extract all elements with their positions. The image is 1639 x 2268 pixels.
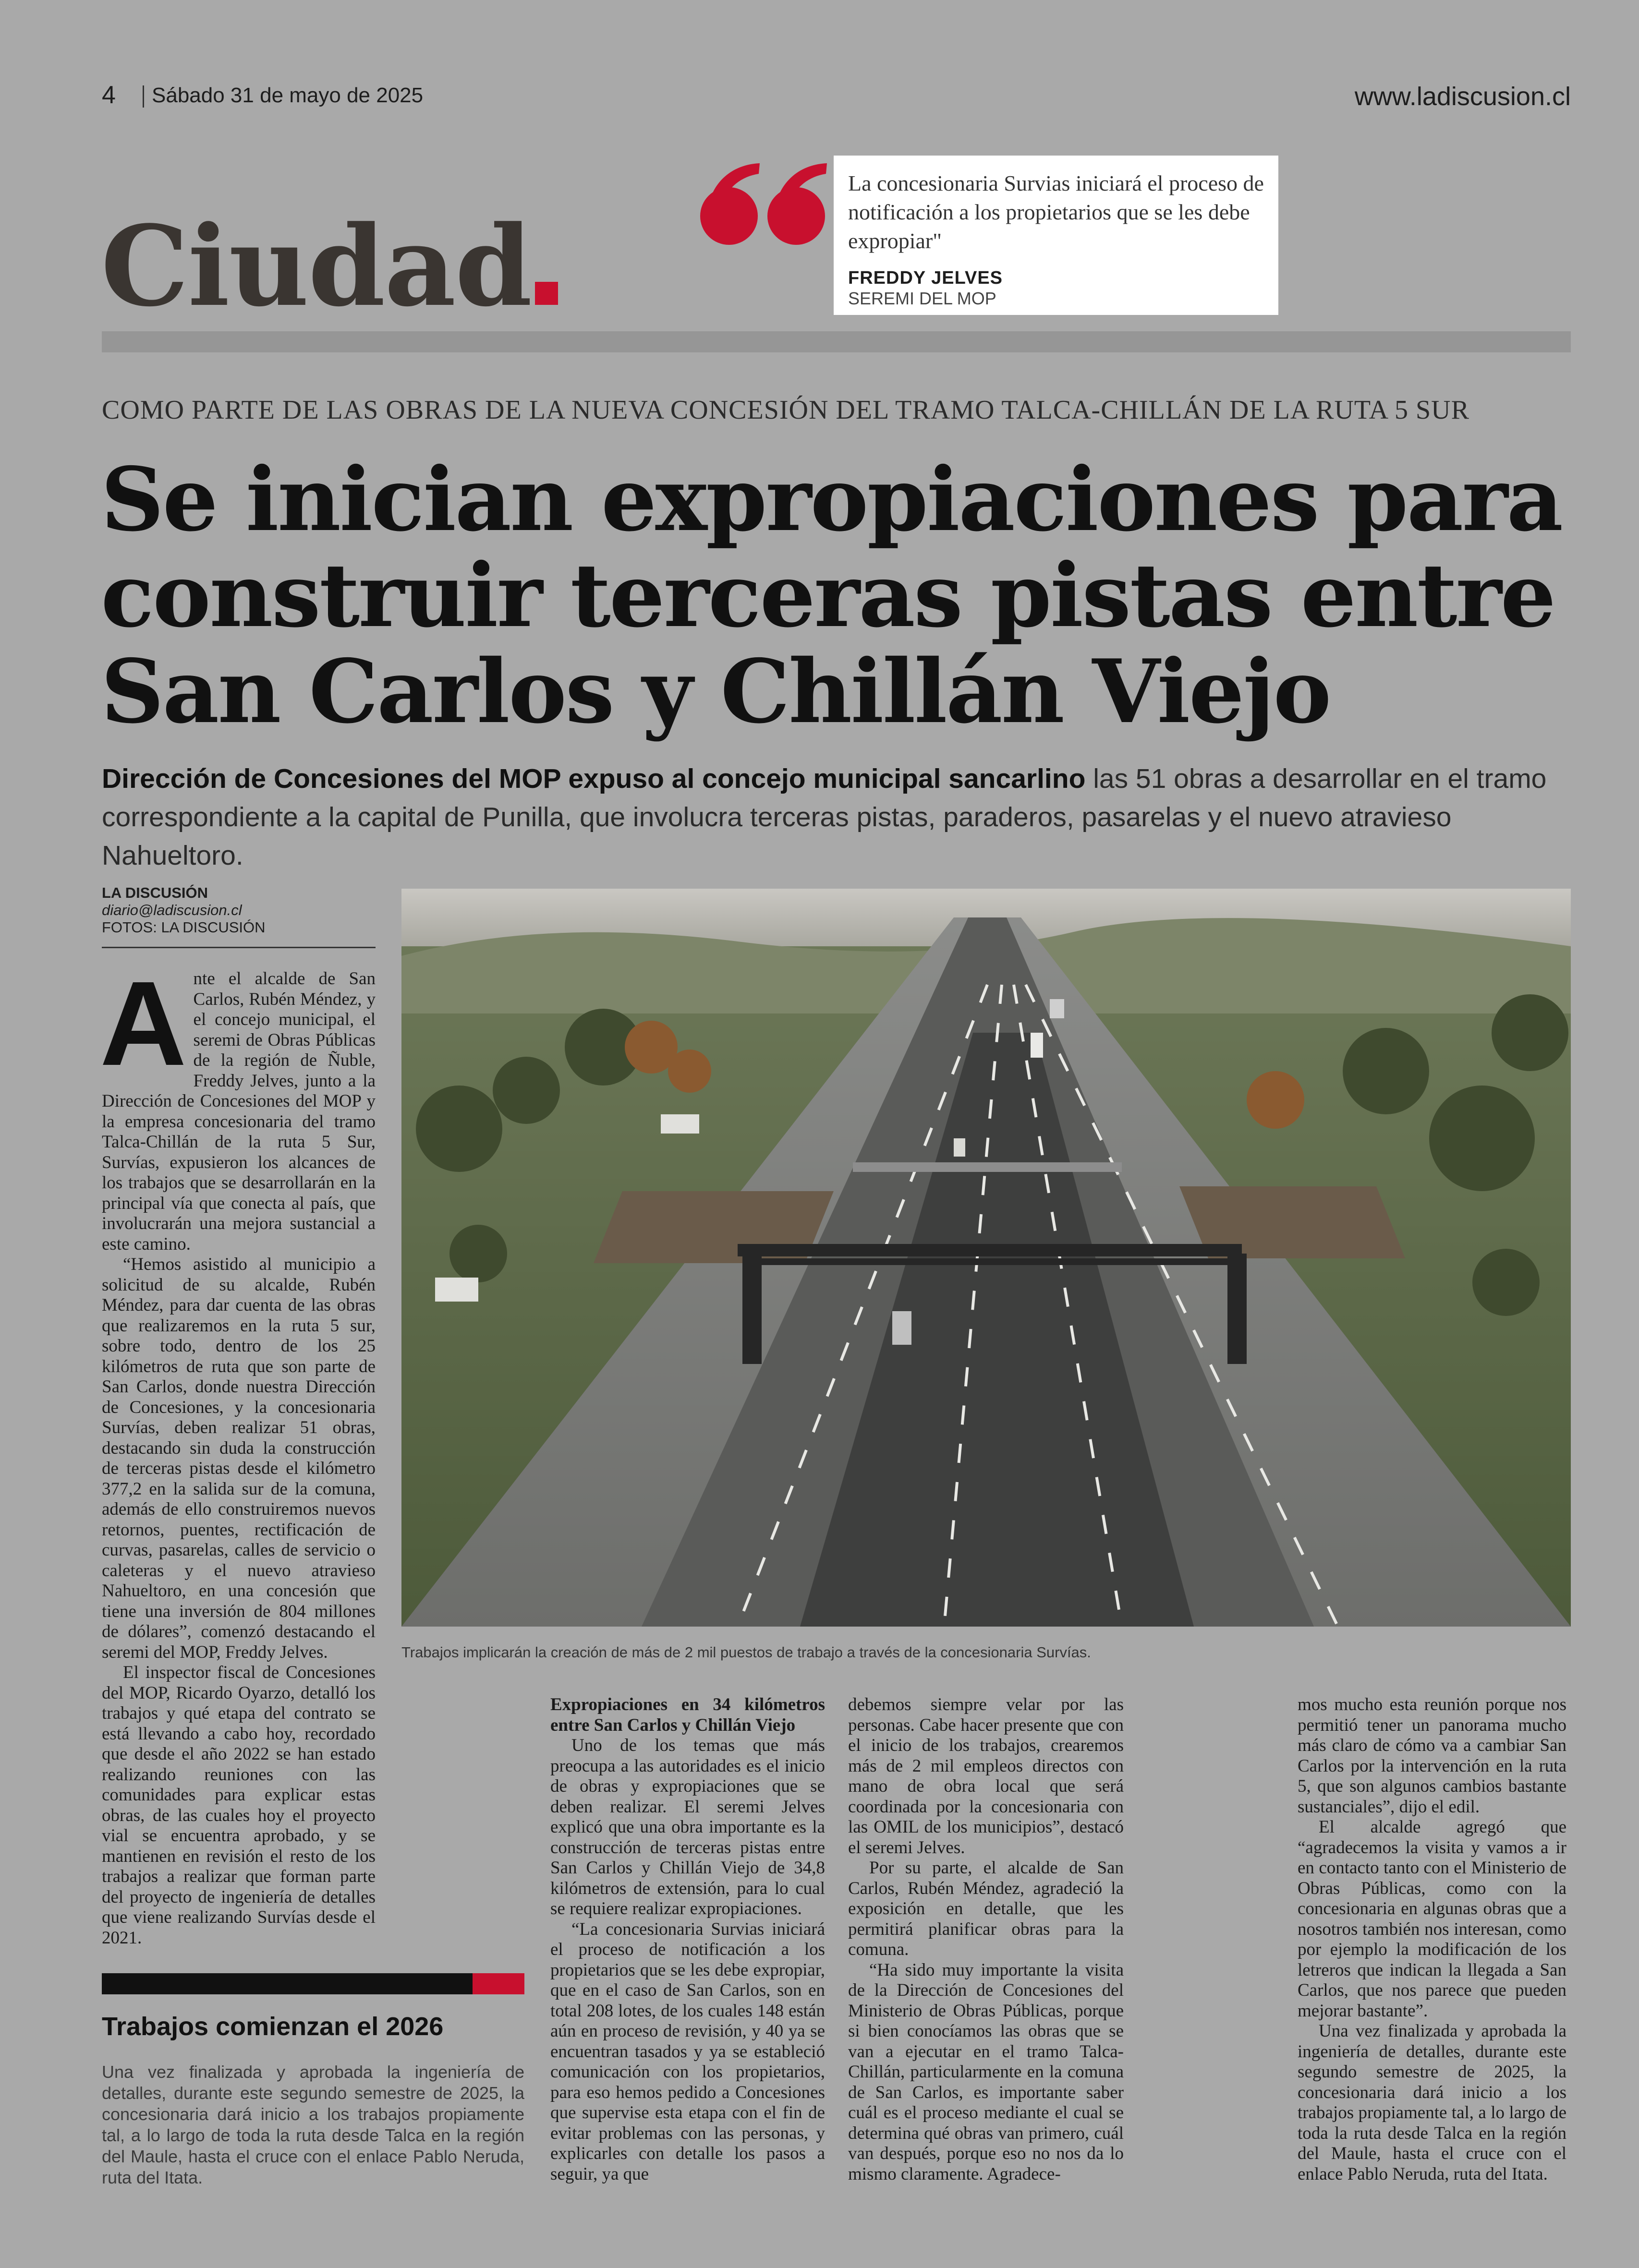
box-body: Una vez finalizada y aprobada la ingeniería de detalles, durante este segundo semestre de 2025, la concesionaria dará inicio a los trabajos propiamente tal, a lo largo de toda la ruta desde Talca en la región del Maule, hasta el cruce con el enlace Pablo Neruda, ruta del Itata. — [102, 2062, 524, 2187]
lead-text: las 51 obras a desarrollar en el tramo correspondiente a la capital de Punilla, que involucra terceras pistas, paraderos, pasarelas y el nuevo atravieso Nahueltoro. — [102, 763, 1547, 871]
headline-line: San Carlos y Chillán Viejo — [101, 640, 1330, 743]
body-paragraph: “La concesionaria Survias iniciará el proceso de notificación a los propietarios que se les debe expropiar, que en el caso de San Carlos, son en total 208 lotes, de los cuales 148 están aún en proceso de revisión, y 40 ya se encuentran tasados y ya se estableció comunicación con los propietarios, para eso hemos pedido a Concesiones que supervise esta etapa con el fin de evitar problemas con las personas, y explicarles con detalle los pasos a seguir, ya que — [550, 1919, 825, 2184]
article-headline — [101, 448, 1590, 743]
article-column-2 — [550, 1695, 825, 2184]
article-column-1 — [100, 956, 376, 1948]
box-title: Trabajos comienzan el 2026 — [102, 2012, 444, 2041]
article-column-4 — [1298, 1695, 1566, 2184]
lead-bold: Dirección de Concesiones del MOP expuso al concejo municipal sancarlino — [102, 763, 1086, 794]
body-paragraph: El inspector fiscal de Concesiones del MOP, Ricardo Oyarzo, detalló los trabajos y qué etapa del contrato se está llevando a cabo hoy, recordado que desde el año 2022 se han estado realizando reuniones con las comunidades para explicar estas obras, de las cuales hoy el proyecto vial se encuentra aprobado, y se mantienen en revisión el resto de los trabajos a realizar que forman parte del proyecto de ingeniería de detalles que viene realizando Survías desde el 2021. — [102, 1663, 376, 1948]
body-paragraph: debemos siempre velar por las personas. Cabe hacer presente que con el inicio de los trabajos, crearemos más de 2 mil empleos directos con mano de obra local que será coordinada por la concesionaria con las OMIL de los municipios”, destacó el seremi Jelves. — [848, 1695, 1124, 1858]
body-paragraph: “Ha sido muy importante la visita de la Dirección de Concesiones del Ministerio de Obras Públicas, porque si bien conocíamos las obras que se van a ejecutar en el tramo Talca-Chillán, particularmente en la comuna de San Carlos, es importante saber cuál es el proceso mediante el cual se determina qué obras van primero, cuál van después, porque eso no nos da lo mismo claramente. Agradece- — [848, 1960, 1124, 2184]
body-paragraph: Por su parte, el alcalde de San Carlos, Rubén Méndez, agradeció la exposición en detalle, que les permitirá planificar obras para la comuna. — [848, 1858, 1124, 1959]
pull-quote-text: La concesionaria Survias iniciará el proceso de notificación a los propietarios que se les debe expropiar" — [848, 171, 1264, 253]
article-kicker: COMO PARTE DE LAS OBRAS DE LA NUEVA CONCESIÓN DEL TRAMO TALCA-CHILLÁN DE LA RUTA 5 SUR — [102, 395, 1469, 425]
pull-quote — [834, 156, 1278, 315]
headline-line: Se inician expropiaciones para — [101, 448, 1562, 551]
byline-outlet: LA DISCUSIÓN — [102, 884, 208, 901]
body-paragraph: mos mucho esta reunión porque nos permitió tener un panorama mucho más claro de cómo va a cambiar San Carlos por la intervención en la ruta 5, que son algunos cambios bastante sustanciales”, dijo el edil. — [1298, 1695, 1566, 1817]
highway-toll-photo — [401, 889, 1571, 1627]
body-paragraph: El alcalde agregó que “agradecemos la visita y vamos a ir en contacto tanto con el Ministerio de Obras Públicas, como con la concesionaria en algunas obras que a nosotros también nos interesan, como por ejemplo la modificación de los letreros que indican la llegada a San Carlos, que nos parece que pueden mejorar bastante”. — [1298, 1817, 1566, 2021]
article-column-3 — [848, 1695, 1124, 2184]
article-lead — [102, 760, 1581, 875]
body-paragraph: “Hemos asistido al municipio a solicitud de su alcalde, Rubén Méndez, para dar cuenta de las obras que realizaremos en la ruta 5 sur, sobre todo, dentro de los 25 kilómetros de ruta que son parte de San Carlos, donde nuestra Dirección de Concesiones, y la concesionaria Survías, deben realizar 51 obras, destacando sin duda la construcción de terceras pistas desde el kilómetro 377,2 en la salida sur de la comuna, además de ello construiremos nuevos retornos, puentes, rectificación de curvas, pasarelas, calles de servicio o caleteras y el nuevo atravieso Nahueltoro, en una concesión que tiene una inversión de 804 millones de dólares”, comenzó destacando el seremi del MOP, Freddy Jelves. — [102, 1255, 376, 1662]
website-url[interactable]: www.ladiscusion.cl — [1354, 82, 1571, 111]
byline-email[interactable]: diario@ladiscusion.cl — [102, 902, 242, 918]
page-number: 4 — [102, 81, 116, 109]
drop-cap: A — [100, 956, 187, 1090]
pull-quote-name: FREDDY JELVES — [848, 268, 1003, 288]
section-title-text: Ciudad — [101, 202, 532, 331]
photo-caption: Trabajos implicarán la creación de más de 2 mil puestos de trabajo a través de la concesionaria Survías. — [401, 1644, 1091, 1661]
byline-rule — [102, 947, 376, 948]
body-paragraph: Una vez finalizada y aprobada la ingeniería de detalles, durante este segundo semestre de 2025, la concesionaria dará inicio a los trabajos propiamente tal, a lo largo de toda la ruta desde Talca en la región del Maule, hasta el cruce con el enlace Pablo Neruda, ruta del Itata. — [1298, 2021, 1566, 2184]
issue-date: Sábado 31 de mayo de 2025 — [152, 84, 424, 107]
headline-line: construir terceras pistas entre — [101, 544, 1555, 647]
byline-photos: FOTOS: LA DISCUSIÓN — [102, 919, 266, 936]
pull-quote-role: SEREMI DEL MOP — [848, 289, 996, 308]
article-photo — [401, 889, 1571, 1627]
section-dot — [535, 282, 558, 305]
body-paragraph: Uno de los temas que más preocupa a las autoridades es el inicio de obras y expropiaciones que se deben realizar. El seremi Jelves explicó que una obra importante es la construcción de terceras pistas entre San Carlos y Chillán Viejo de 34,8 kilómetros de extensión, para lo cual se requiere realizar expropiaciones. — [550, 1736, 825, 1918]
header-divider — [143, 85, 144, 108]
quote-mark-icon — [697, 159, 832, 251]
article-subhead: Expropiaciones en 34 kilómetros entre San Carlos y Chillán Viejo — [550, 1695, 825, 1735]
body-paragraph: nte el alcalde de San Carlos, Rubén Méndez, y el concejo municipal, el seremi de Obras Públicas de la región de Ñuble, Freddy Jelves, junto a la Dirección de Concesiones del MOP y la empresa concesionaria del tramo Talca-Chillán de la ruta 5 Sur, Survías, expusieron los alcances de los trabajos que se desarrollarán en la principal vía que conecta al país, que involucrarán una mejora sustancial a este camino. — [102, 969, 376, 1254]
byline — [102, 884, 376, 936]
section-title — [101, 202, 558, 331]
box-bar — [102, 1973, 473, 1994]
box-bar-accent — [473, 1973, 524, 1994]
section-divider-band — [102, 331, 1571, 352]
